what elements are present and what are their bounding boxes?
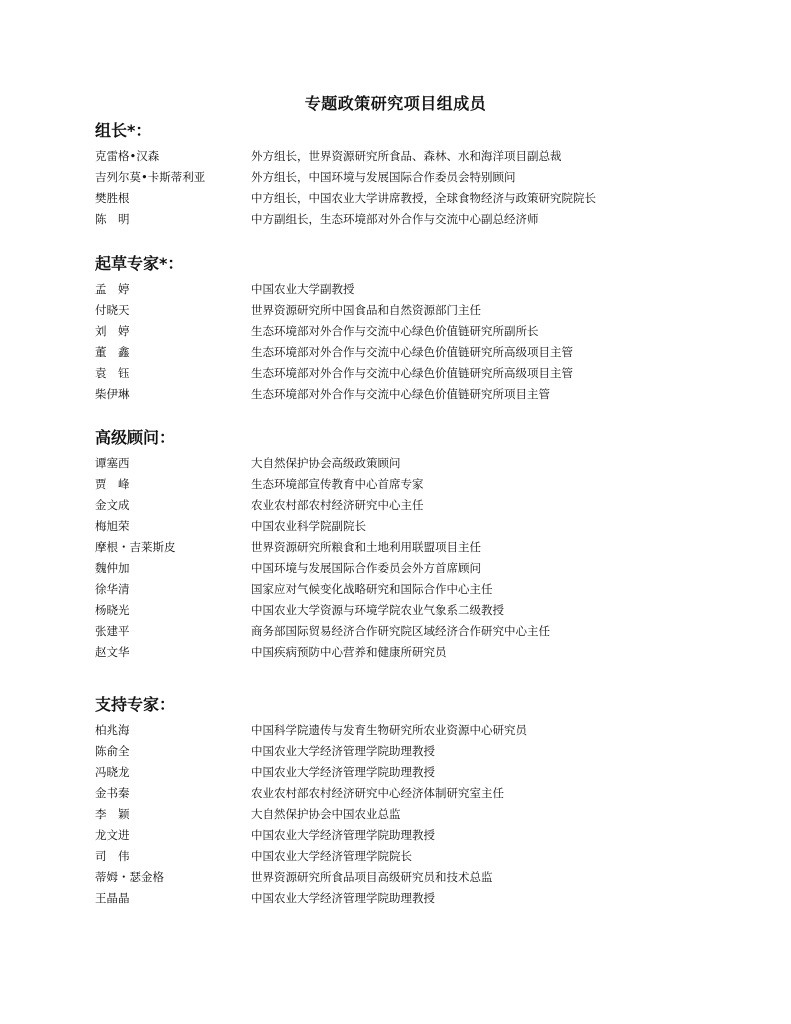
member-row <box>95 783 715 804</box>
member-row <box>95 516 715 537</box>
member-role: 生态环境部宣传教育中心首席专家 <box>251 477 424 491</box>
member-row <box>95 188 715 209</box>
member-role: 大自然保护协会高级政策顾问 <box>251 456 401 470</box>
member-role: 生态环境部对外合作与交流中心绿色价值链研究所高级项目主管 <box>251 366 573 380</box>
member-name: 梅旭荣 <box>95 519 130 533</box>
section-drafting-experts <box>95 253 715 405</box>
member-role: 中国农业大学资源与环境学院农业气象系二级教授 <box>251 603 504 617</box>
member-name: 龙文进 <box>95 828 130 842</box>
member-name: 摩根・吉莱斯皮 <box>95 540 176 554</box>
member-role: 外方组长，中国环境与发展国际合作委员会特别顾问 <box>251 170 516 184</box>
member-role: 大自然保护协会中国农业总监 <box>251 807 401 821</box>
member-list <box>95 146 715 230</box>
member-name: 袁 钰 <box>95 366 130 380</box>
member-name: 李 颖 <box>95 807 130 821</box>
member-name: 王晶晶 <box>95 891 130 905</box>
member-role: 中国农业大学经济管理学院助理教授 <box>251 744 435 758</box>
member-row <box>95 825 715 846</box>
member-name: 刘 婷 <box>95 324 130 338</box>
member-name: 陈俞全 <box>95 744 130 758</box>
member-row <box>95 720 715 741</box>
member-role: 国家应对气候变化战略研究和国际合作中心主任 <box>251 582 493 596</box>
member-name: 克雷格•汉森 <box>95 149 160 163</box>
member-name: 柏兆海 <box>95 723 130 737</box>
section-senior-advisors <box>95 427 715 663</box>
member-name: 谭塞西 <box>95 456 130 470</box>
member-role: 中国科学院遗传与发育生物研究所农业资源中心研究员 <box>251 723 527 737</box>
member-role: 中国环境与发展国际合作委员会外方首席顾问 <box>251 561 481 575</box>
member-row <box>95 537 715 558</box>
member-row <box>95 558 715 579</box>
member-name: 杨晓光 <box>95 603 130 617</box>
member-role: 生态环境部对外合作与交流中心绿色价值链研究所副所长 <box>251 324 539 338</box>
member-name: 樊胜根 <box>95 191 130 205</box>
member-row <box>95 888 715 909</box>
page-title: 专题政策研究项目组成员 <box>304 94 487 113</box>
member-role: 生态环境部对外合作与交流中心绿色价值链研究所高级项目主管 <box>251 345 573 359</box>
member-name: 吉列尔莫•卡斯蒂利亚 <box>95 170 206 184</box>
member-row <box>95 762 715 783</box>
member-role: 生态环境部对外合作与交流中心绿色价值链研究所项目主管 <box>251 387 550 401</box>
member-role: 世界资源研究所食品项目高级研究员和技术总监 <box>251 870 493 884</box>
member-role: 世界资源研究所中国食品和自然资源部门主任 <box>251 303 481 317</box>
section-heading: 高级顾问： <box>95 428 176 447</box>
member-row <box>95 495 715 516</box>
member-role: 中国农业大学经济管理学院助理教授 <box>251 828 435 842</box>
member-row <box>95 600 715 621</box>
member-list <box>95 279 715 405</box>
member-name: 蒂姆・瑟金格 <box>95 870 164 884</box>
member-row <box>95 384 715 405</box>
member-row <box>95 167 715 188</box>
section-support-experts <box>95 694 715 909</box>
member-name: 司 伟 <box>95 849 130 863</box>
member-role: 中国农业大学副教授 <box>251 282 355 296</box>
member-name: 张建平 <box>95 624 130 638</box>
member-row <box>95 642 715 663</box>
member-list <box>95 720 715 909</box>
member-row <box>95 621 715 642</box>
member-role: 农业农村部农村经济研究中心主任 <box>251 498 424 512</box>
section-heading: 组长*： <box>95 121 152 140</box>
member-role: 中国疾病预防中心营养和健康所研究员 <box>251 645 447 659</box>
member-name: 冯晓龙 <box>95 765 130 779</box>
member-row <box>95 363 715 384</box>
member-row <box>95 209 715 230</box>
member-name: 付晓天 <box>95 303 130 317</box>
member-role: 世界资源研究所粮食和土地利用联盟项目主任 <box>251 540 481 554</box>
member-name: 徐华清 <box>95 582 130 596</box>
member-role: 中国农业大学经济管理学院助理教授 <box>251 891 435 905</box>
section-heading: 支持专家： <box>95 695 176 714</box>
member-name: 柴伊琳 <box>95 387 130 401</box>
member-role: 外方组长，世界资源研究所食品、森林、水和海洋项目副总裁 <box>251 149 562 163</box>
member-name: 董 鑫 <box>95 345 130 359</box>
member-row <box>95 300 715 321</box>
member-role: 商务部国际贸易经济合作研究院区域经济合作研究中心主任 <box>251 624 550 638</box>
member-name: 魏仲加 <box>95 561 130 575</box>
member-name: 贾 峰 <box>95 477 130 491</box>
member-name: 金书秦 <box>95 786 130 800</box>
member-row <box>95 342 715 363</box>
member-name: 赵文华 <box>95 645 130 659</box>
member-role: 中国农业大学经济管理学院助理教授 <box>251 765 435 779</box>
member-role: 中国农业大学经济管理学院院长 <box>251 849 412 863</box>
section-team-leaders <box>95 120 715 230</box>
member-role: 中方组长，中国农业大学讲席教授，全球食物经济与政策研究院院长 <box>251 191 596 205</box>
member-row <box>95 321 715 342</box>
member-row <box>95 846 715 867</box>
member-row <box>95 579 715 600</box>
member-role: 中方副组长，生态环境部对外合作与交流中心副总经济师 <box>251 212 539 226</box>
member-row <box>95 741 715 762</box>
member-name: 孟 婷 <box>95 282 130 296</box>
member-role: 中国农业科学院副院长 <box>251 519 366 533</box>
section-heading: 起草专家*： <box>95 254 184 273</box>
member-row <box>95 804 715 825</box>
member-role: 农业农村部农村经济研究中心经济体制研究室主任 <box>251 786 504 800</box>
member-name: 金文成 <box>95 498 130 512</box>
member-row <box>95 279 715 300</box>
member-row <box>95 146 715 167</box>
member-row <box>95 867 715 888</box>
member-name: 陈 明 <box>95 212 130 226</box>
member-row <box>95 453 715 474</box>
member-list <box>95 453 715 663</box>
member-row <box>95 474 715 495</box>
